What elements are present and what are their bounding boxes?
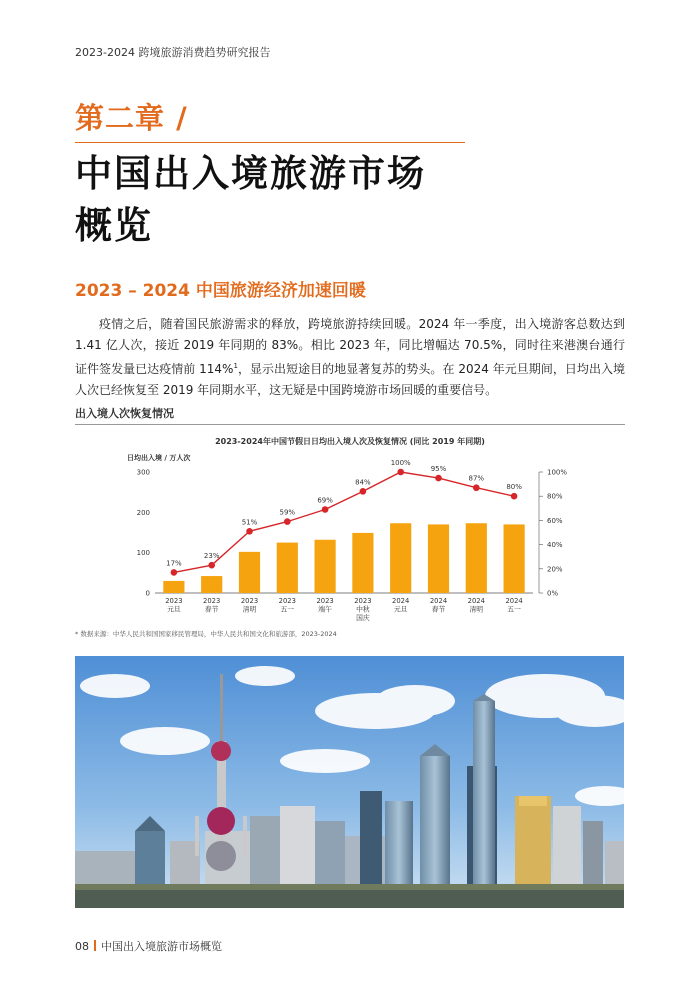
footnote-marker: 1 [233,362,238,370]
bar [466,523,487,593]
page-footer [75,938,222,954]
x-tick-label: 清明 [242,605,257,614]
bar [201,576,222,593]
data-label: 69% [317,496,333,505]
bar [315,540,336,593]
shanghai-skyline-photo [75,656,624,908]
bar [277,543,298,593]
recovery-point [473,484,480,491]
page-number: 08 [75,940,89,953]
chart-title: 2023-2024年中国节假日日均出入境人次及恢复情况 (同比 2019 年同期) [215,437,485,446]
x-tick-label: 元旦 [167,605,181,614]
x-tick-label: 2023 [316,597,334,605]
body-text-part-2: ，显示出短途目的地显著复苏的势头。在 2024 年元旦期间，日均出入境人次已经恢复至 2019 年同期水平，这无疑是中国跨境游市场回暖的重要信号。 [75,362,626,397]
figure-label: 出入境人次恢复情况 [75,407,174,420]
recovery-chart [125,460,585,625]
recovery-point [284,518,291,525]
chart-y-axis-label: 日均出入境 / 万人次 [127,454,191,462]
section-heading: 2023 – 2024 中国旅游经济加速回暖 [75,281,366,301]
recovery-point [171,569,178,576]
recovery-point [360,488,367,495]
x-tick-label: 2024 [392,597,410,605]
y2-tick-label: 60% [547,516,563,525]
recovery-line [174,472,514,572]
x-tick-label: 2024 [505,597,523,605]
x-tick-label: 2023 [354,597,372,605]
data-label: 59% [279,508,296,517]
data-label: 17% [166,559,182,568]
bar [428,524,449,593]
x-tick-label: 2024 [429,597,448,605]
data-label: 95% [430,465,447,474]
x-tick-label: 五一 [280,605,295,614]
recovery-point [208,562,215,569]
x-tick-label: 中秋 [356,605,370,614]
data-label: 84% [355,478,371,487]
chapter-title-line-2: 概览 [75,204,153,247]
y2-tick-label: 0% [547,589,559,598]
recovery-point [246,528,253,535]
y-tick-label: 0 [145,589,150,598]
footer-section-title: 中国出入境旅游市场概览 [101,940,222,953]
data-label: 87% [468,474,485,483]
bar [390,523,411,593]
data-label: 51% [241,518,258,527]
y2-tick-label: 40% [547,541,563,550]
body-paragraph [75,314,625,401]
y2-tick-label: 80% [547,492,563,501]
body-text-part-1: 疫情之后，随着国民旅游需求的释放，跨境旅游持续回暖。2024 年一季度，出入境游客总数达到 1.41 亿人次，接近 2019 年同期的 83%。相比 2023 年，同比增幅达 70.5%，同时往来港澳台通行证件签发量已达疫情前 114% [75,317,625,376]
x-tick-label: 2023 [165,597,183,605]
data-label: 100% [390,460,411,467]
bar [239,552,260,593]
x-tick-label: 清明 [469,605,484,614]
bar [504,524,525,593]
data-label: 23% [203,552,220,561]
bar [352,533,373,593]
recovery-point [435,475,442,482]
chapter-label: 第二章 / [75,101,188,135]
x-tick-label: 国庆 [356,614,370,622]
x-tick-label: 元旦 [393,605,408,614]
figure-divider [75,424,625,425]
footer-divider [94,940,96,951]
x-tick-label: 春节 [431,605,446,614]
y-tick-label: 300 [136,468,150,477]
source-note: * 数据来源：中华人民共和国国家移民管理局，中华人民共和国文化和旅游部，2023-2024 [75,630,337,638]
skyline-illustration [75,656,624,908]
recovery-point [511,493,518,500]
running-header: 2023-2024 跨境旅游消费趋势研究报告 [75,46,271,59]
x-tick-label: 五一 [507,605,521,614]
chapter-title-line-1: 中国出入境旅游市场 [75,152,426,195]
y-tick-label: 100 [136,549,150,558]
data-label: 80% [506,483,522,492]
chapter-divider [75,142,465,143]
recovery-point [397,469,404,476]
recovery-point [322,506,329,513]
y2-tick-label: 20% [547,565,563,574]
x-tick-label: 2023 [203,597,221,605]
y2-tick-label: 100% [547,468,568,477]
x-tick-label: 2024 [467,597,485,605]
y-tick-label: 200 [136,508,150,517]
x-tick-label: 2023 [278,597,296,605]
x-tick-label: 2023 [240,597,259,605]
bar [163,581,184,593]
chapter-title [75,148,426,252]
x-tick-label: 春节 [204,605,219,614]
x-tick-label: 端午 [318,605,332,614]
